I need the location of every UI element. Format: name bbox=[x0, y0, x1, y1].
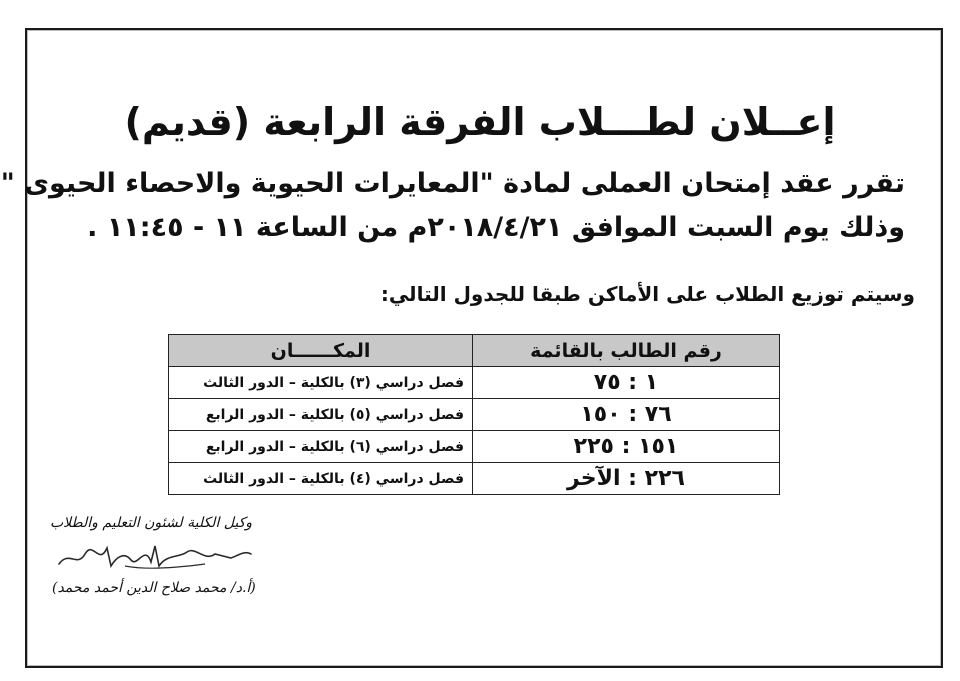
announcement-title: إعــلان لطـــلاب الفرقة الرابعة (قديم) bbox=[124, 100, 836, 144]
table-row bbox=[169, 367, 780, 399]
student-range-cell: ٧٦ : ١٥٠ bbox=[473, 399, 780, 431]
student-range-cell: ١٥١ : ٢٢٥ bbox=[473, 431, 780, 463]
table-row bbox=[169, 431, 780, 463]
table-row bbox=[169, 399, 780, 431]
header-place: المكــــــان bbox=[169, 335, 473, 367]
table-row bbox=[169, 463, 780, 495]
handwritten-signature bbox=[55, 536, 255, 576]
student-range-cell: ٢٢٦ : الآخر bbox=[473, 463, 780, 495]
distribution-intro: وسيتم توزيع الطلاب على الأماكن طبقا للجدول التالي: bbox=[380, 282, 915, 306]
distribution-table bbox=[168, 334, 780, 495]
place-cell: فصل دراسي (٦) بالكلية – الدور الرابع bbox=[169, 431, 473, 463]
signatory-name: (أ.د/ محمد صلاح الدين أحمد محمد) bbox=[52, 580, 256, 596]
signatory-title: وكيل الكلية لشئون التعليم والطلاب bbox=[50, 515, 253, 531]
place-cell: فصل دراسي (٥) بالكلية – الدور الرابع bbox=[169, 399, 473, 431]
exam-subject-line: تقرر عقد إمتحان العملى لمادة "المعايرات الحيوية والاحصاء الحيوى " bbox=[0, 168, 905, 199]
header-student-number: رقم الطالب بالقائمة bbox=[473, 335, 780, 367]
place-cell: فصل دراسي (٤) بالكلية – الدور الثالث bbox=[169, 463, 473, 495]
student-range-cell: ١ : ٧٥ bbox=[473, 367, 780, 399]
place-cell: فصل دراسي (٣) بالكلية – الدور الثالث bbox=[169, 367, 473, 399]
table-header-row bbox=[169, 335, 780, 367]
exam-date-line: وذلك يوم السبت الموافق ٢٠١٨/٤/٢١م من الساعة ١١ - ١١:٤٥ . bbox=[87, 212, 905, 243]
